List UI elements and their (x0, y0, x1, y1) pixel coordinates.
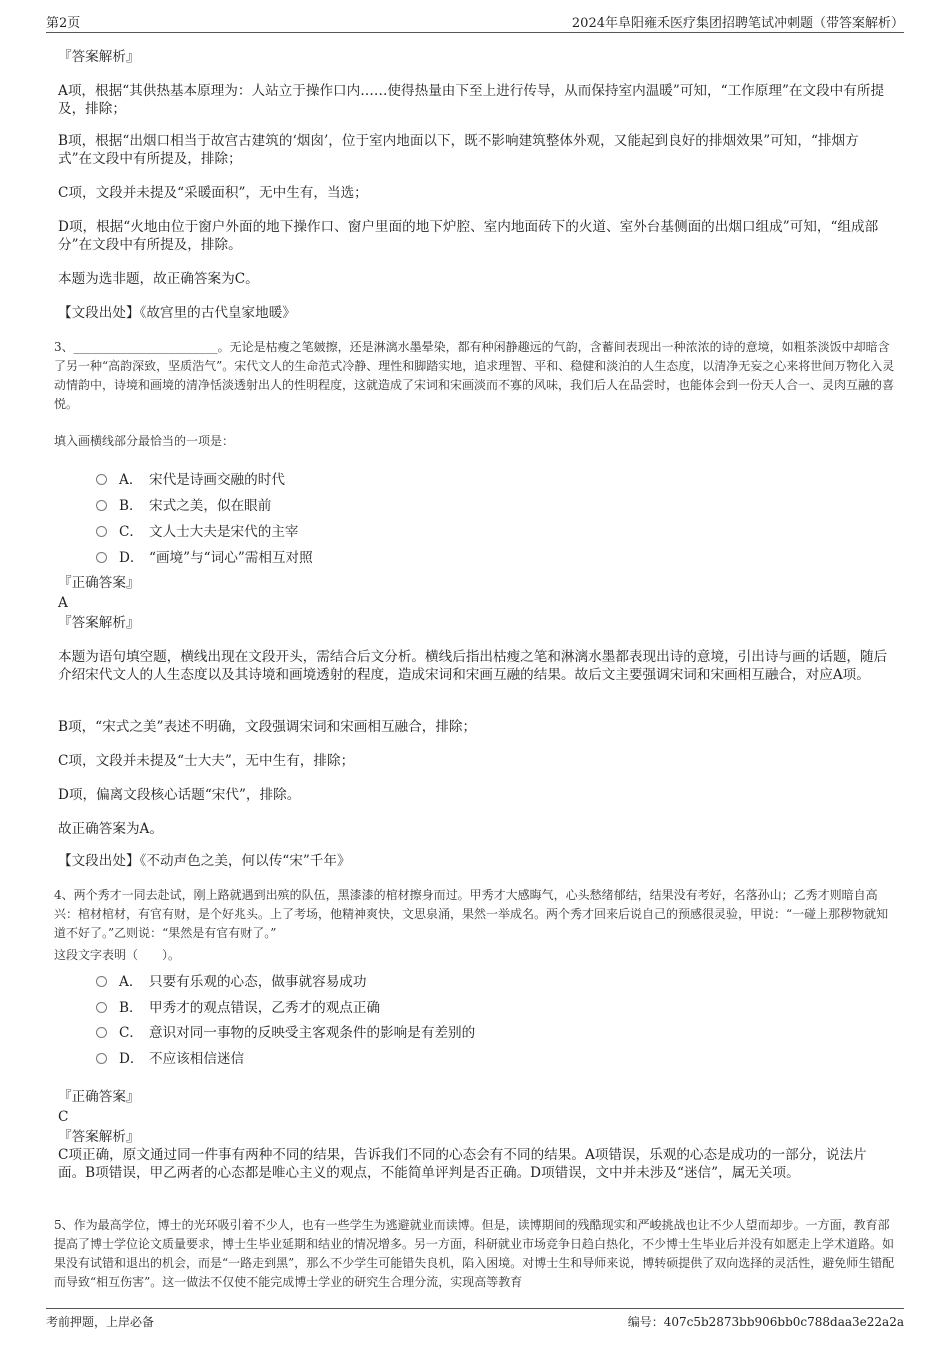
document-code: 编号：407c5b2873bb906bb0c788daa3e22a2a (627, 1315, 904, 1329)
option-d[interactable]: D． “画境”与“词心”需相互对照 (96, 546, 313, 566)
analysis-d: D项，根据“火地由位于窗户外面的地下操作口、窗户里面的地下炉腔、室内地面砖下的火道、室外台基侧面的出烟口组成”可知，“组成部分”在文段中有所提及，排除。 (58, 219, 879, 253)
analysis-b: B项，根据“出烟口相当于故宫古建筑的‘烟囱’，位于室内地面以下，既不影响建筑整体外观，又能起到良好的排烟效果”可知，“排烟方式”在文段中有所提及，排除； (58, 133, 859, 167)
option-d[interactable]: D． 不应该相信迷信 (96, 1047, 244, 1067)
option-c[interactable]: C． 意识对同一事物的反映受主客观条件的影响是有差别的 (96, 1021, 475, 1041)
option-c[interactable]: C． 文人士大夫是宋代的主宰 (96, 520, 299, 540)
question-3-prompt: 填入画横线部分最恰当的一项是： (54, 434, 235, 448)
analysis-text: C项正确，原文通过同一件事有两种不同的结果，告诉我们不同的心态会有不同的结果。A项错误，乐观的心态是成功的一部分，说法片面。B项错误，甲乙两者的心态都是唯心主义的观点，不能简单评判是否正确。D项错误，文中并未涉及“迷信”，属无关项。 (58, 1147, 867, 1181)
page-footer (46, 1308, 904, 1331)
radio-icon[interactable] (96, 976, 107, 987)
document-title: 2024年阜阳雍禾医疗集团招聘笔试冲刺题（带答案解析） (571, 16, 904, 31)
radio-icon[interactable] (96, 500, 107, 511)
option-b[interactable]: B． 宋式之美，似在眼前 (96, 494, 271, 514)
question-5-stem: 5、作为最高学位，博士的光环吸引着不少人，也有一些学生为逃避就业而读博。但是，读博期间的残酷现实和严峻挑战也让不少人望而却步。一方面，教育部提高了博士学位论文质量要求，博士生毕业延期和结业的情况增多。另一方面，科研就业市场竞争日趋白热化，不少博士生毕业后并没有如愿走上学术道路。如果没有试错和退出的机会，而是“一路走到黑”，那么不少学生可能错失良机，陷入困境。对博士生和导师来说，博转硕提供了双向选择的灵活性，避免师生错配而导致“相互伤害”。这一做法不仅使不能完成博士学业的研究生合理分流，实现高等教育 (54, 1218, 895, 1289)
conclusion: 故正确答案为A。 (58, 821, 163, 837)
analysis-heading: 『答案解析』 (58, 49, 140, 65)
page-number: 第2页 (46, 16, 81, 31)
analysis-d: D项，偏离文段核心话题“宋代”，排除。 (58, 787, 301, 803)
radio-icon[interactable] (96, 1053, 107, 1064)
analysis-a: A项，根据“其供热基本原理为：人站立于操作口内……使得热量由下至上进行传导，从而保持室内温暖”可知，“工作原理”在文段中有所提及，排除； (58, 83, 885, 117)
analysis-heading: 『答案解析』 (58, 615, 140, 631)
radio-icon[interactable] (96, 474, 107, 485)
analysis-b: B项，“宋式之美”表述不明确，文段强调宋词和宋画相互融合，排除； (58, 719, 477, 735)
radio-icon[interactable] (96, 1002, 107, 1013)
source: 【文段出处】《不动声色之美，何以传“宋”千年》 (58, 853, 351, 869)
radio-icon[interactable] (96, 526, 107, 537)
radio-icon[interactable] (96, 552, 107, 563)
source: 【文段出处】《故宫里的古代皇家地暖》 (58, 305, 296, 321)
conclusion: 本题为选非题，故正确答案为C。 (58, 271, 259, 287)
question-4-stem: 4、两个秀才一同去赴试，刚上路就遇到出殡的队伍，黑漆漆的棺材擦身而过。甲秀才大感晦气，心头愁绪郁结，结果没有考好，名落孙山；乙秀才则暗自高兴：棺材棺材，有官有财，是个好兆头。上了考场，他精神爽快，文思泉涌，果然一举成名。两个秀才回来后说自己的预感很灵验，甲说：“一碰上那秽物就知道不好了。”乙则说：“果然是有官有财了。” (54, 888, 889, 940)
answer-heading: 『正确答案』 (58, 575, 140, 591)
analysis-c: C项，文段并未提及“采暖面积”，无中生有，当选； (58, 185, 368, 201)
option-a[interactable]: A． 只要有乐观的心态，做事就容易成功 (96, 970, 367, 990)
question-3-stem: 3、________________________。无论是枯瘦之笔皴擦，还是淋漓水墨晕染，都有种闲静趣远的气韵，含蓄间表现出一种浓浓的诗的意境，如粗茶淡饭中却暗含了另一种“高韵深致，坚质浩气”。宋代文人的生命范式冷静、理性和脚踏实地，追求理智、平和、稳健和淡泊的人生态度，以清净无妄之心来将世间万物化入灵动情韵中，诗境和画境的清净恬淡透射出人的性明程度，这就造成了宋词和宋画淡而不寡的风味，我们后人在品尝时，也能体会到一份天人合一、灵肉互融的喜悦。 (54, 340, 895, 411)
answer: A (58, 595, 68, 611)
option-a[interactable]: A． 宋代是诗画交融的时代 (96, 468, 285, 488)
answer-heading: 『正确答案』 (58, 1089, 140, 1105)
analysis-heading: 『答案解析』 (58, 1129, 140, 1145)
analysis-text: 本题为语句填空题，横线出现在文段开头，需结合后文分析。横线后指出枯瘦之笔和淋漓水墨都表现出诗的意境，引出诗与画的话题，随后介绍宋代文人的人生态度以及其诗境和画境透射的程度，造成宋词和宋画互融的结果。故后文主要强调宋词和宋画相互融合，对应A项。 (58, 649, 888, 683)
answer: C (58, 1109, 69, 1125)
radio-icon[interactable] (96, 1027, 107, 1038)
question-4-prompt: 这段文字表明（ ）。 (54, 948, 181, 962)
page-header (46, 10, 904, 33)
option-b[interactable]: B． 甲秀才的观点错误，乙秀才的观点正确 (96, 996, 380, 1016)
analysis-c: C项，文段并未提及“士大夫”，无中生有，排除； (58, 753, 355, 769)
footer-slogan: 考前押题，上岸必备 (46, 1315, 155, 1329)
